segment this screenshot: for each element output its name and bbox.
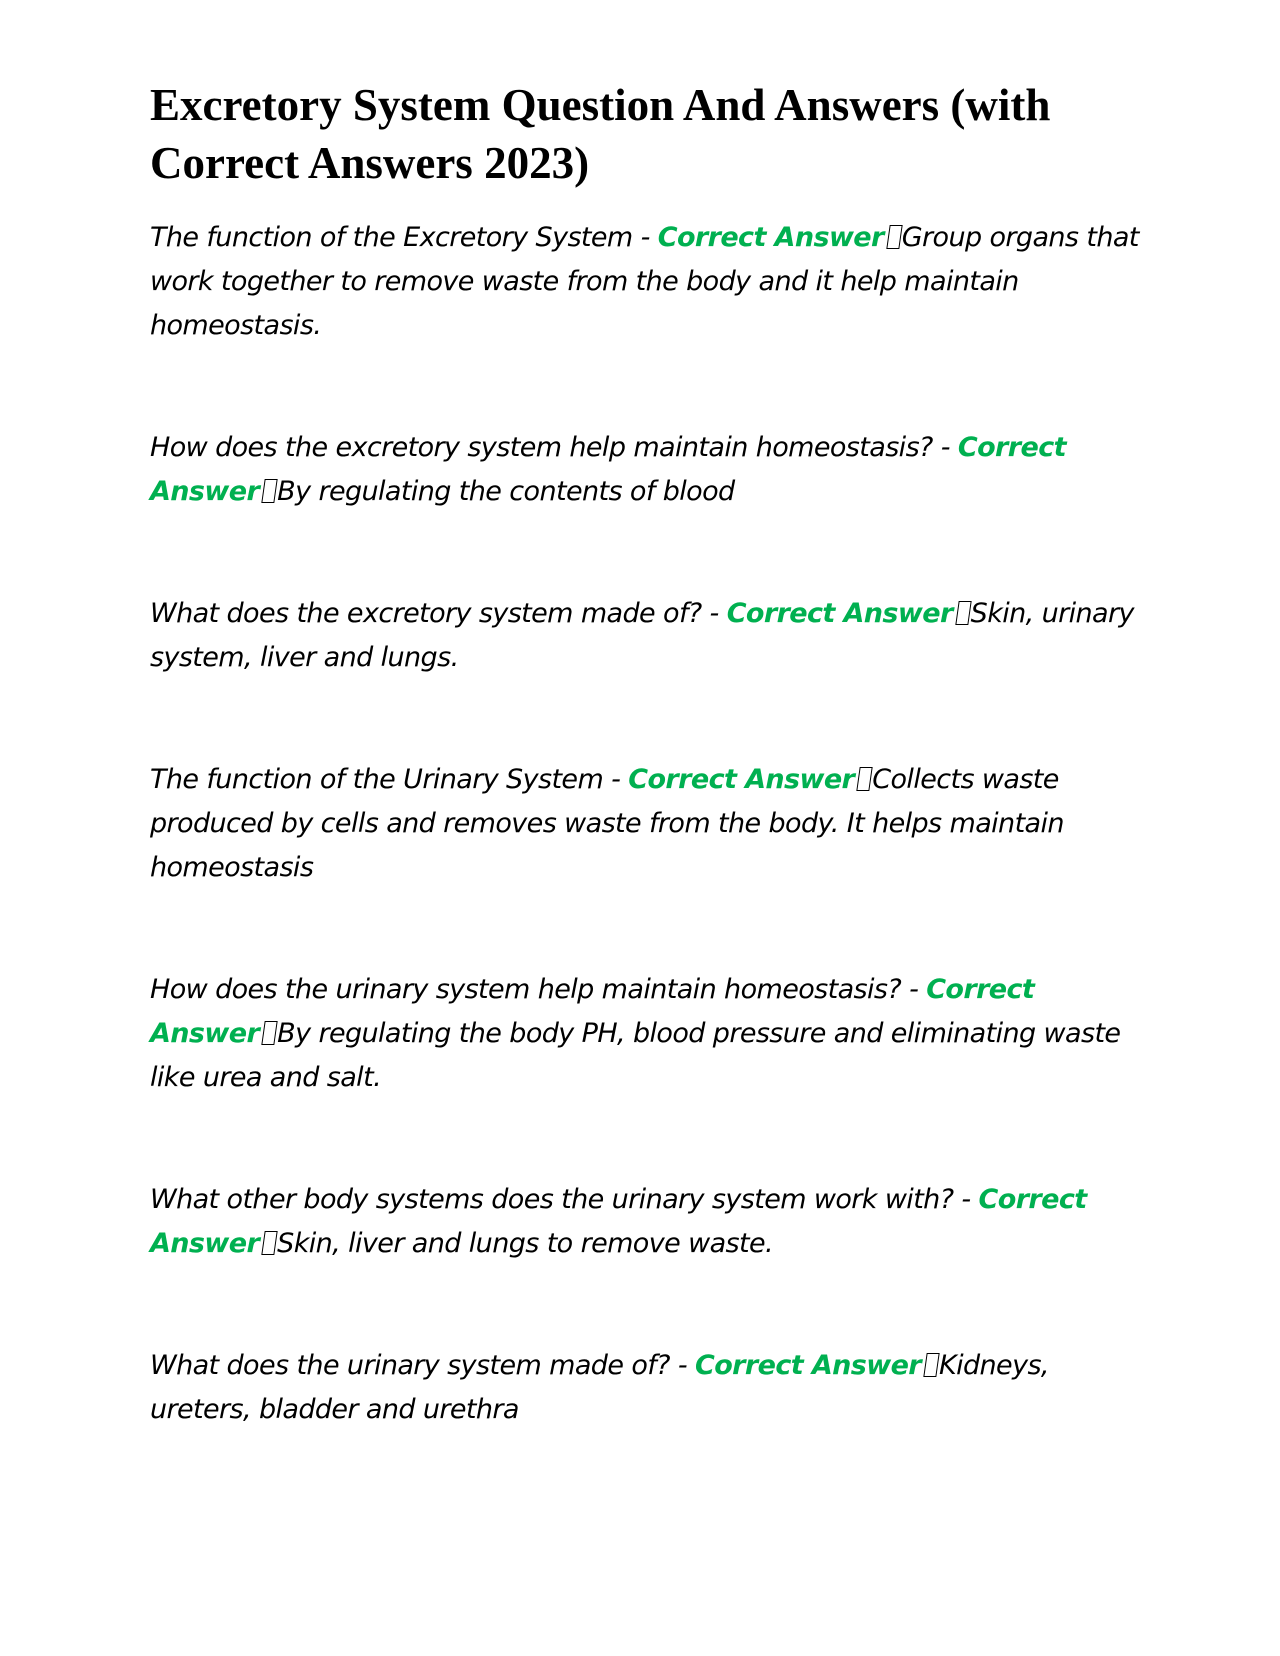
- missing-glyph-icon: [261, 1231, 277, 1255]
- qa-item: [150, 758, 1140, 890]
- missing-glyph-icon: [857, 767, 873, 791]
- correct-answer-label: Correct Answer: [150, 1184, 1087, 1259]
- correct-answer-label: Correct Answer: [726, 598, 953, 629]
- answer-text: Skin, liver and lungs to remove waste.: [277, 1228, 773, 1259]
- question-text: The function of the Excretory System -: [150, 222, 650, 253]
- missing-glyph-icon: [923, 1353, 939, 1377]
- qa-item: [150, 1178, 1140, 1266]
- qa-item: [150, 592, 1140, 680]
- correct-answer-label: Correct Answer: [657, 222, 884, 253]
- answer-text: Group organs that work together to remove waste from the body and it help maintain homeostasis.: [150, 222, 1139, 341]
- question-text: How does the urinary system help maintain homeostasis? -: [150, 974, 919, 1005]
- qa-item: [150, 426, 1140, 514]
- qa-item: [150, 216, 1140, 348]
- answer-text: Collects waste produced by cells and removes waste from the body. It helps maintain homeostasis: [150, 764, 1064, 883]
- correct-answer-label: Correct Answer: [150, 432, 1066, 507]
- qa-item: [150, 968, 1140, 1100]
- document-body: [150, 76, 1140, 1432]
- correct-answer-label: Correct Answer: [628, 764, 855, 795]
- question-text: The function of the Urinary System -: [150, 764, 621, 795]
- qa-item: [150, 1344, 1140, 1432]
- correct-answer-label: Correct Answer: [150, 974, 1035, 1049]
- question-text: How does the excretory system help maintain homeostasis? -: [150, 432, 950, 463]
- answer-text: Kidneys, ureters, bladder and urethra: [150, 1350, 1049, 1425]
- answer-text: By regulating the body PH, blood pressure and eliminating waste like urea and salt.: [150, 1018, 1121, 1093]
- answer-text: By regulating the contents of blood: [277, 476, 735, 507]
- question-text: What other body systems does the urinary system work with? -: [150, 1184, 971, 1215]
- missing-glyph-icon: [261, 479, 277, 503]
- question-text: What does the excretory system made of? -: [150, 598, 719, 629]
- page-title: Excretory System Question And Answers (with Correct Answers 2023): [150, 80, 1051, 188]
- missing-glyph-icon: [886, 225, 902, 249]
- question-text: What does the urinary system made of? -: [150, 1350, 688, 1381]
- answer-text: Skin, urinary system, liver and lungs.: [150, 598, 1134, 673]
- correct-answer-label: Correct Answer: [695, 1350, 921, 1381]
- missing-glyph-icon: [955, 601, 971, 625]
- missing-glyph-icon: [261, 1021, 277, 1045]
